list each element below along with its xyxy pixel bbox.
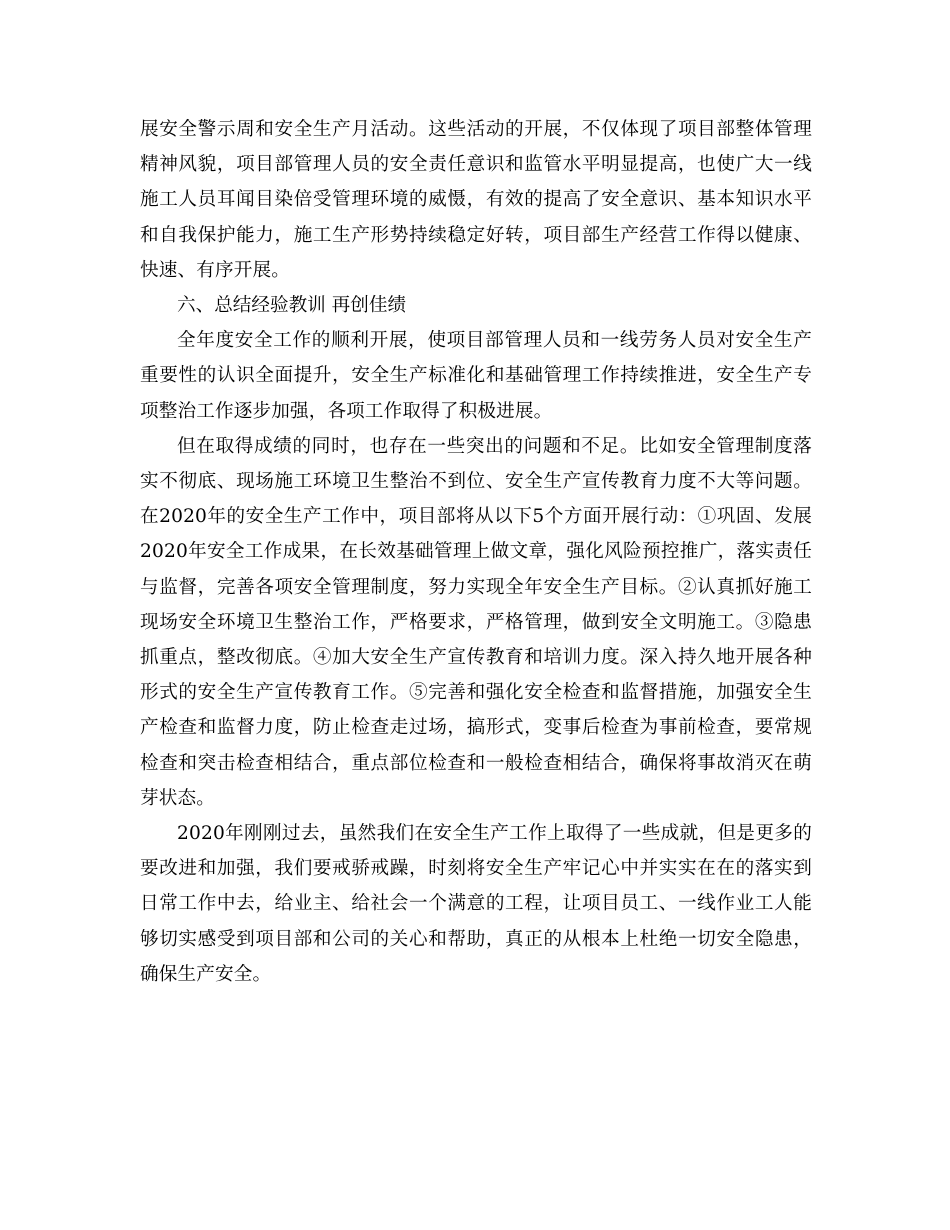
paragraph-conclusion: 2020年刚刚过去，虽然我们在安全生产工作上取得了一些成就，但是更多的要改进和加强，我们要戒骄戒躁，时刻将安全生产牢记心中并实实在在的落实到日常工作中去，给业主、给社会一个满意的工程，让项目员工、一线作业工人能够切实感受到项目部和公司的关心和帮助，真正的从根本上杜绝一切安全隐患，确保生产安全。: [140, 823, 812, 985]
paragraph-annual-progress: 全年度安全工作的顺利开展，使项目部管理人员和一线劳务人员对安全生产重要性的认识全面提升，安全生产标准化和基础管理工作持续推进，安全生产专项整治工作逐步加强，各项工作取得了积极进展。: [140, 330, 812, 422]
paragraph-problems-and-plan: 但在取得成绩的同时，也存在一些突出的问题和不足。比如安全管理制度落实不彻底、现场施工环境卫生整治不到位、安全生产宣传教育力度不大等问题。在2020年的安全生产工作中，项目部将从以下5个方面开展行动：①巩固、发展2020年安全工作成果，在长效基础管理上做文章，强化风险预控推广，落实责任与监督，完善各项安全管理制度，努力实现全年安全生产目标。②认真抓好施工现场安全环境卫生整治工作，严格要求，严格管理，做到安全文明施工。③隐患抓重点，整改彻底。④加大安全生产宣传教育和培训力度。深入持久地开展各种形式的安全生产宣传教育工作。⑤完善和强化安全检查和监督措施，加强安全生产检查和监督力度，防止检查走过场，搞形式，变事后检查为事前检查，要常规检查和突击检查相结合，重点部位检查和一般检查相结合，确保将事故消灭在萌芽状态。: [140, 435, 812, 809]
paragraph-activities-continuation: 展安全警示周和安全生产月活动。这些活动的开展，不仅体现了项目部整体管理精神风貌，项目部管理人员的安全责任意识和监管水平明显提高，也使广大一线施工人员耳闻目染倍受管理环境的威慑，有效的提高了安全意识、基本知识水平和自我保护能力，施工生产形势持续稳定好转，项目部生产经营工作得以健康、快速、有序开展。: [140, 119, 812, 281]
section-heading-summary: 六、总结经验教训 再创佳绩: [177, 295, 407, 317]
document-body: [140, 112, 812, 992]
